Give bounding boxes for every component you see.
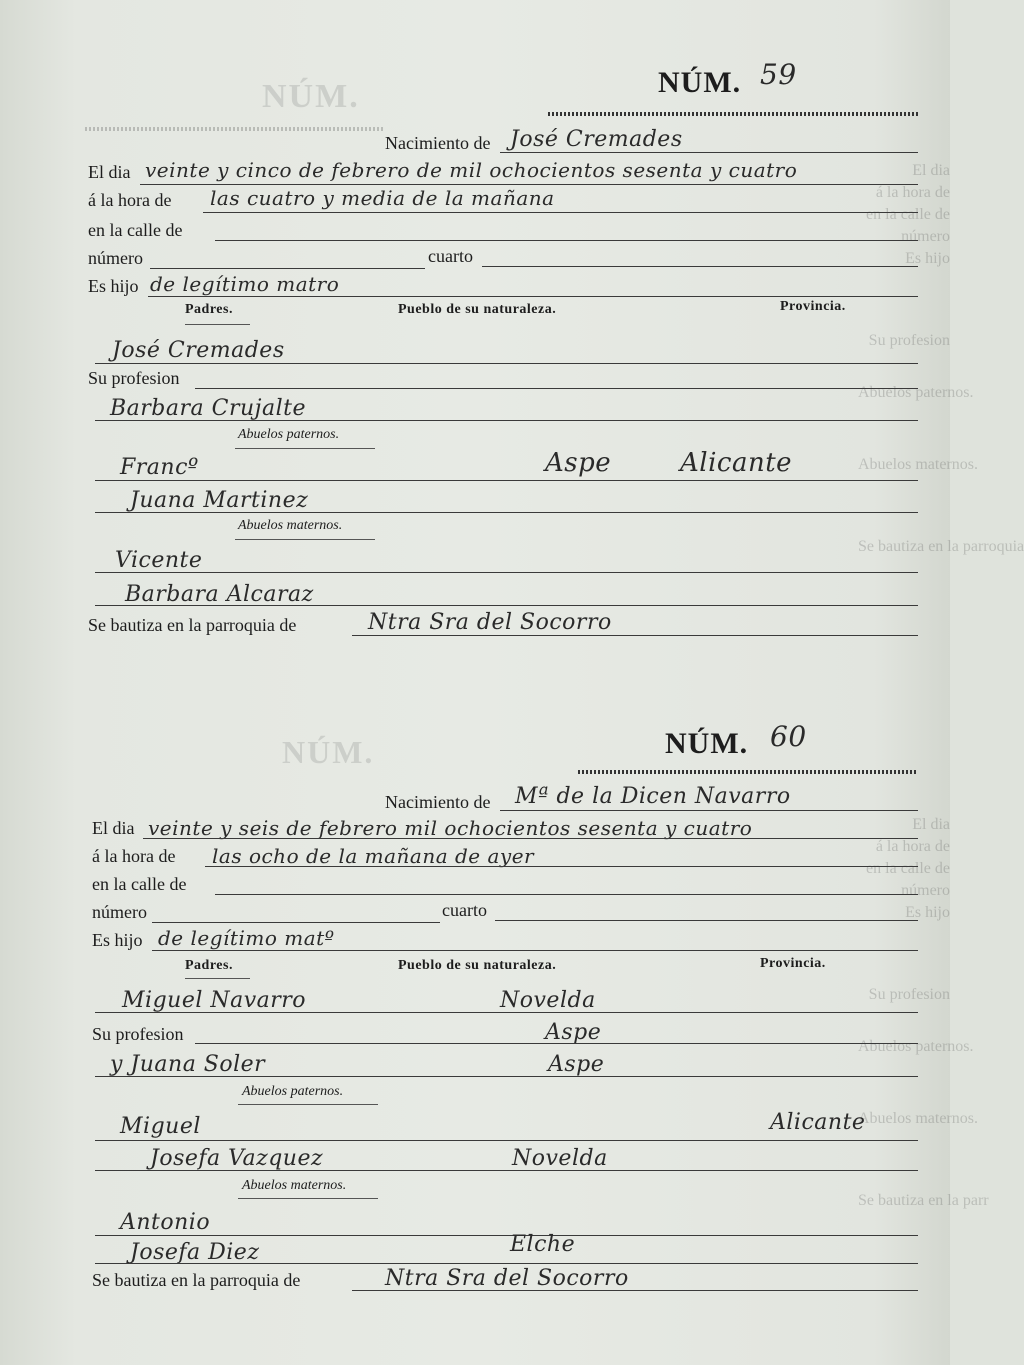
dotted-separator <box>548 112 918 116</box>
parroquia-line <box>352 1290 918 1291</box>
hijo-line <box>152 950 918 951</box>
madre-name: y Juana Soler <box>110 1052 266 1077</box>
abuelos-maternos-underline <box>235 539 375 540</box>
ghost-num-bleed: NÚM. <box>282 734 375 770</box>
abuela-paterna-line <box>95 512 918 513</box>
padre-name: José Cremades <box>112 338 285 363</box>
nacimiento-value: José Cremades <box>510 127 683 152</box>
parroquia-label: Se bautiza en la parroquia de <box>88 615 297 635</box>
abuela-materna-name: Barbara Alcaraz <box>125 582 314 607</box>
record-number-label: NÚM. <box>665 727 749 760</box>
nacimiento-label: Nacimiento de <box>385 792 491 812</box>
cuarto-label: cuarto <box>428 246 473 266</box>
profesion-label: Su profesion <box>92 1024 184 1044</box>
parroquia-label: Se bautiza en la parroquia de <box>92 1270 301 1290</box>
numero-label: número <box>88 248 143 268</box>
hora-value: las ocho de la mañana de ayer <box>212 844 535 868</box>
dia-value: veinte y cinco de febrero de mil ochocientos sesenta y cuatro <box>145 158 798 182</box>
nacimiento-line <box>500 152 918 153</box>
profesion-label: Su profesion <box>88 368 180 388</box>
abuelo-materno-line <box>95 572 918 573</box>
abuelos-paternos-label: Abuelos paternos. <box>242 1084 344 1099</box>
dotted-separator <box>578 770 918 774</box>
ghost-num-bleed: NÚM. <box>262 78 360 115</box>
nacimiento-value: Mª de la Dicen Navarro <box>515 784 791 809</box>
profesion-line <box>195 388 918 389</box>
hora-label: á la hora de <box>88 190 172 210</box>
hora-value: las cuatro y media de la mañana <box>210 186 555 210</box>
parroquia-line <box>352 635 918 636</box>
hijo-label: Es hijo <box>92 930 143 950</box>
paterno-pueblo: Novelda <box>512 1146 608 1171</box>
padre-line <box>95 1012 918 1013</box>
hora-line <box>205 866 918 867</box>
col-header-pueblo: Pueblo de su naturaleza. <box>398 958 557 973</box>
dia-label: El dia <box>88 162 131 182</box>
parroquia-value: Ntra Sra del Socorro <box>368 610 612 635</box>
padres-underline <box>185 978 250 979</box>
abuelo-materno-name: Vicente <box>115 548 203 573</box>
padre-line <box>95 363 918 364</box>
hora-line <box>203 212 918 213</box>
abuelo-paterno-line <box>95 1140 918 1141</box>
parroquia-value: Ntra Sra del Socorro <box>385 1266 629 1291</box>
abuela-materna-line <box>95 1263 918 1264</box>
col-header-padres: Padres. <box>185 958 233 973</box>
abuelos-paternos-pueblo: Aspe <box>545 448 612 478</box>
padres-underline <box>185 324 250 325</box>
madre-line <box>95 420 918 421</box>
madre-name: Barbara Crujalte <box>110 396 306 421</box>
col-header-pueblo: Pueblo de su naturaleza. <box>398 302 557 317</box>
abuela-materna-name: Josefa Diez <box>130 1240 260 1265</box>
dia-value: veinte y seis de febrero mil ochocientos sesenta y cuatro <box>148 816 753 840</box>
hijo-line <box>148 296 918 297</box>
dia-line <box>140 184 918 185</box>
hijo-value: de legítimo matro <box>150 272 340 296</box>
abuelo-paterno-name: Francº <box>120 455 199 480</box>
abuela-paterna-name: Juana Martinez <box>130 488 309 513</box>
hijo-label: Es hijo <box>88 276 139 296</box>
padre-pueblo: Novelda <box>500 988 596 1013</box>
abuelos-paternos-underline <box>238 1104 378 1105</box>
record-number-label: NÚM. <box>658 66 742 99</box>
hijo-value: de legítimo matº <box>158 926 335 950</box>
padre-name: Miguel Navarro <box>122 988 307 1013</box>
abuelos-paternos-underline <box>235 448 375 449</box>
numero-line <box>150 268 425 269</box>
profesion-pueblo: Aspe <box>545 1020 602 1045</box>
abuela-paterna-name: Josefa Vazquez <box>150 1146 324 1171</box>
ghost-text-column: El dia á la hora de en la calle de número Es hijo Su profesion Abuelos paternos. Abuelos maternos. Se bautiza en la parr <box>858 816 989 1209</box>
calle-label: en la calle de <box>88 220 183 240</box>
abuelos-provincia: Alicante <box>770 1110 866 1135</box>
calle-label: en la calle de <box>92 874 187 894</box>
record-number-value: 60 <box>770 720 807 753</box>
materno-pueblo: Elche <box>510 1232 576 1257</box>
madre-line <box>95 1076 918 1077</box>
abuelo-paterno-line <box>95 480 918 481</box>
calle-line <box>215 240 918 241</box>
abuela-paterna-line <box>95 1170 918 1171</box>
abuelos-maternos-underline <box>238 1198 378 1199</box>
numero-line <box>152 922 440 923</box>
dia-line <box>143 838 918 839</box>
abuela-materna-line <box>95 605 918 606</box>
abuelos-paternos-label: Abuelos paternos. <box>238 427 340 442</box>
hora-label: á la hora de <box>92 846 176 866</box>
nacimiento-line <box>500 810 918 811</box>
abuelo-materno-name: Antonio <box>120 1210 211 1235</box>
col-header-provincia: Provincia. <box>760 956 826 971</box>
cuarto-label: cuarto <box>442 900 487 920</box>
dia-label: El dia <box>92 818 135 838</box>
madre-pueblo: Aspe <box>548 1052 605 1077</box>
calle-line <box>215 894 918 895</box>
nacimiento-label: Nacimiento de <box>385 133 491 153</box>
profesion-line <box>195 1043 918 1044</box>
abuelo-materno-line <box>95 1235 918 1236</box>
numero-label: número <box>92 902 147 922</box>
col-header-padres: Padres. <box>185 302 233 317</box>
record-number-value: 59 <box>760 58 797 91</box>
ghost-dotted-rule <box>85 127 385 131</box>
cuarto-line <box>495 920 918 921</box>
cuarto-line <box>482 266 918 267</box>
ghost-text-column: El dia á la hora de en la calle de número Es hijo Su profesion Abuelos paternos. Abuelos maternos. Se bautiza en la parroquia <box>858 162 1024 555</box>
abuelos-maternos-label: Abuelos maternos. <box>242 1178 347 1193</box>
abuelos-maternos-label: Abuelos maternos. <box>238 518 343 533</box>
abuelos-paternos-provincia: Alicante <box>680 448 793 478</box>
abuelo-paterno-name: Miguel <box>120 1114 201 1139</box>
col-header-provincia: Provincia. <box>780 299 846 314</box>
